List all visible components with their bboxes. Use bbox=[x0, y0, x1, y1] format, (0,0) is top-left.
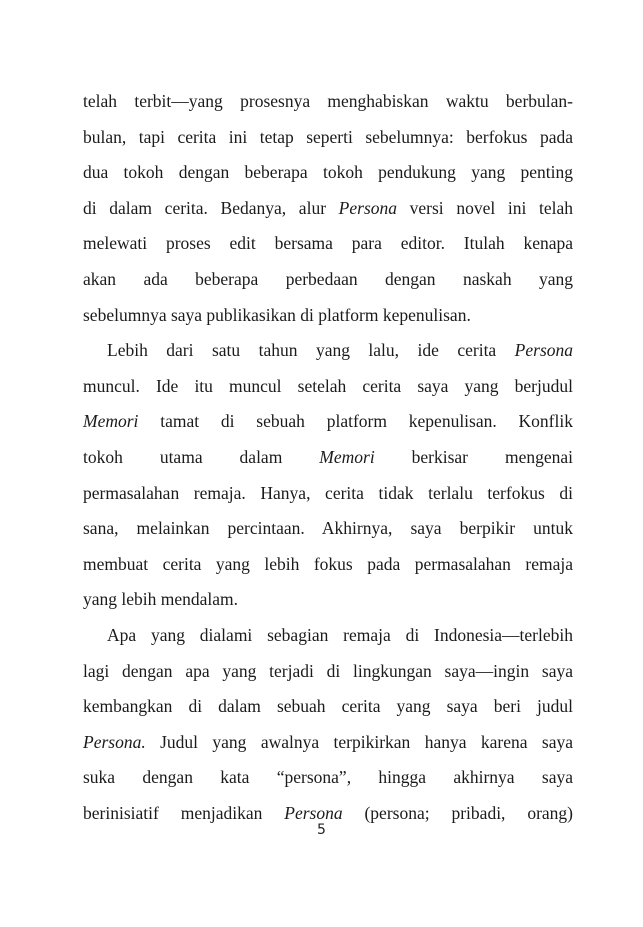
text-line bbox=[83, 262, 573, 298]
text-run: yang lebih mendalam. bbox=[83, 589, 239, 610]
text-line bbox=[83, 404, 573, 440]
text-line bbox=[83, 333, 573, 369]
text-run: sana, melainkan percintaan. Akhirnya, saya berpikir untuk bbox=[83, 518, 573, 539]
text-line bbox=[83, 120, 573, 156]
text-run: telah terbit—yang prosesnya menghabiskan waktu berbulan- bbox=[83, 91, 573, 111]
text-run: bulan, tapi cerita ini tetap seperti sebelumnya: berfokus pada bbox=[83, 126, 573, 147]
text-line bbox=[83, 582, 573, 618]
text-run: sebelumnya saya publikasikan di platform kepenulisan. bbox=[83, 304, 471, 325]
text-run: muncul. Ide itu muncul setelah cerita saya yang berjudul bbox=[83, 375, 573, 396]
text-run: akan ada beberapa perbedaan dengan naskah yang bbox=[83, 268, 573, 289]
text-line bbox=[83, 725, 573, 761]
text-line bbox=[83, 155, 573, 191]
italic-title: Persona bbox=[338, 197, 397, 218]
italic-title: Memori bbox=[83, 411, 139, 432]
paragraph bbox=[83, 333, 573, 618]
text-run: melewati proses edit bersama para editor. Itulah kenapa bbox=[83, 233, 573, 254]
text-run: lagi dengan apa yang terjadi di lingkungan saya—ingin saya bbox=[83, 660, 573, 681]
text-line bbox=[83, 760, 573, 796]
text-line bbox=[83, 440, 573, 476]
text-run: di dalam cerita. Bedanya, alur bbox=[83, 197, 339, 218]
text-run: tamat di sebuah platform kepenulisan. Konflik bbox=[138, 411, 573, 432]
italic-title: Persona. bbox=[83, 731, 146, 752]
text-run: berkisar mengenai bbox=[374, 446, 574, 467]
text-line bbox=[83, 191, 573, 227]
italic-title: Memori bbox=[319, 446, 375, 467]
text-line bbox=[83, 298, 573, 334]
italic-title: Persona bbox=[514, 340, 573, 361]
text-line bbox=[83, 511, 573, 547]
text-line bbox=[83, 369, 573, 405]
italic-title: Persona bbox=[284, 802, 343, 823]
text-run: (persona; pribadi, orang) bbox=[342, 802, 573, 823]
page-number: 5 bbox=[317, 822, 326, 838]
text-run: tokoh utama dalam bbox=[83, 446, 320, 467]
text-line bbox=[83, 547, 573, 583]
text-run: versi novel ini telah bbox=[397, 197, 573, 218]
text-line bbox=[83, 689, 573, 725]
text-run: suka dengan kata “persona”, hingga akhirnya saya bbox=[83, 767, 573, 788]
text-run: berinisiatif menjadikan bbox=[83, 802, 285, 823]
text-run: Apa yang dialami sebagian remaja di Indonesia—terlebih bbox=[107, 624, 573, 645]
paragraph bbox=[83, 618, 573, 832]
text-line bbox=[83, 476, 573, 512]
text-run: permasalahan remaja. Hanya, cerita tidak terlalu terfokus di bbox=[83, 482, 573, 503]
text-line bbox=[83, 226, 573, 262]
text-run: membuat cerita yang lebih fokus pada permasalahan remaja bbox=[83, 553, 573, 574]
text-line bbox=[83, 654, 573, 690]
text-run: kembangkan di dalam sebuah cerita yang saya beri judul bbox=[83, 696, 573, 717]
text-run: dua tokoh dengan beberapa tokoh pendukung yang penting bbox=[83, 162, 573, 183]
text-run: Lebih dari satu tahun yang lalu, ide cerita bbox=[107, 340, 515, 361]
paragraph bbox=[83, 84, 573, 333]
body-text bbox=[83, 84, 573, 831]
text-line bbox=[83, 84, 573, 120]
text-line bbox=[83, 618, 573, 654]
text-run: Judul yang awalnya terpikirkan hanya karena saya bbox=[145, 731, 573, 752]
